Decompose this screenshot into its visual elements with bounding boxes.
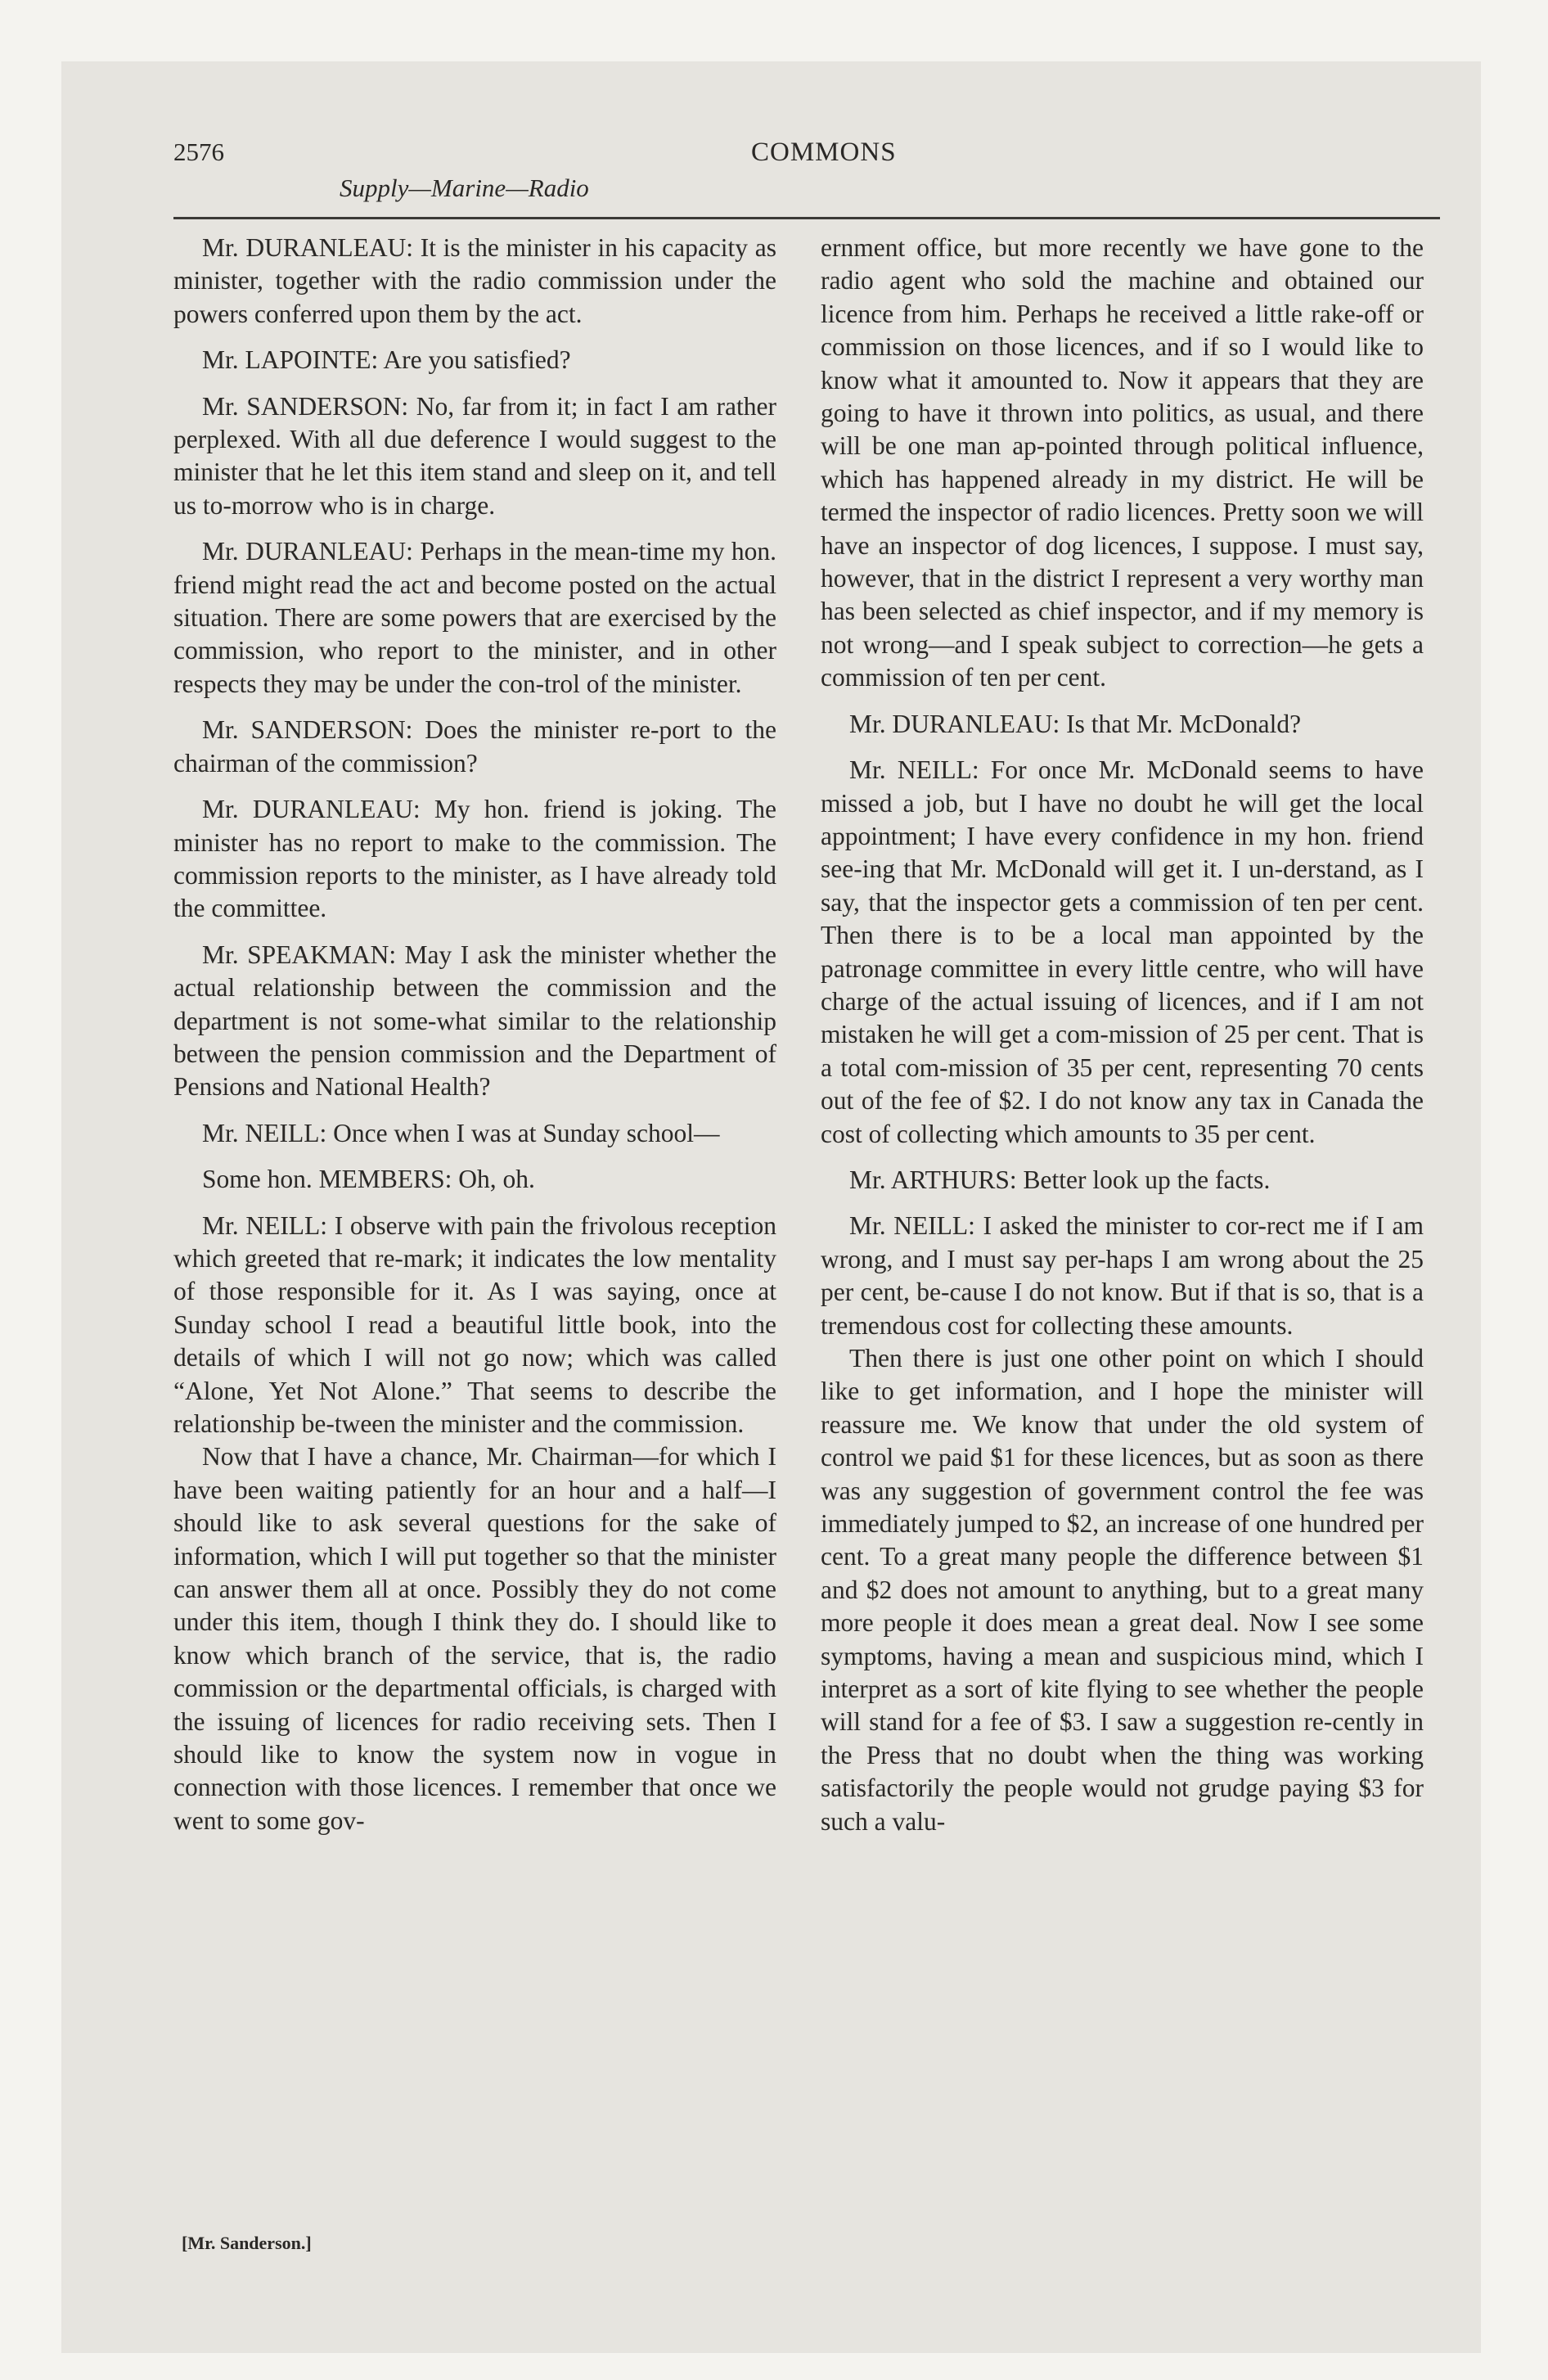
left-column xyxy=(173,232,776,1837)
paragraph: Mr. LAPOINTE: Are you satisfied? xyxy=(202,345,571,375)
paragraph: Mr. SANDERSON: Does the minister re-port to the chairman of the commission? xyxy=(173,715,776,778)
paragraph: Mr. DURANLEAU: Perhaps in the mean-time my hon. friend might read the act and become posted on the actual situation. There are some powers that are exercised by the commission, who report to the minister, and in other respects they may be under the con-trol of the minister. xyxy=(173,537,776,698)
page-number: 2576 xyxy=(173,137,224,166)
paragraph: Mr. DURANLEAU: It is the minister in his capacity as minister, together with the radio commission under the powers conferred upon them by the act. xyxy=(173,233,776,328)
section-subtitle: Supply—Marine—Radio xyxy=(340,174,589,202)
paragraph: Mr. NEILL: I observe with pain the frivolous reception which greeted that re-mark; it indicates the low mentality of those responsible for it. As I was saying, once at Sunday school I read a beautiful little book, into the details of which I will not go now; which was called “Alone, Yet Not Alone.” That seems to describe the relationship be-tween the minister and the commission. xyxy=(173,1210,776,1438)
paragraph: Mr. ARTHURS: Better look up the facts. xyxy=(849,1165,1271,1194)
header-rule xyxy=(173,217,1440,219)
paragraph: Mr. NEILL: Once when I was at Sunday school— xyxy=(202,1118,720,1147)
paragraph: Some hon. MEMBERS: Oh, oh. xyxy=(202,1165,535,1194)
paragraph: Mr. SPEAKMAN: May I ask the minister whether the actual relationship between the commission and the department is not some-what similar to the relationship between the pension commission and the Department of Pensions and National Health? xyxy=(173,940,776,1102)
paragraph: Mr. SANDERSON: No, far from it; in fact I am rather perplexed. With all due deference I would suggest to the minister that he let this item stand and sleep on it, and tell us to-morrow who is in charge. xyxy=(173,391,776,520)
right-column xyxy=(821,232,1424,1838)
paragraph: Mr. DURANLEAU: My hon. friend is joking. The minister has no report to make to the commission. The commission reports to the minister, as I have already told the committee. xyxy=(173,795,776,923)
paragraph: Now that I have a chance, Mr. Chairman—for which I have been waiting patiently for an hour and a half—I should like to ask several questions for the sake of information, which I will put together so that the minister can answer them all at once. Possibly they do not come under this item, though I think they do. I should like to know which branch of the service, that is, the radio commission or the departmental officials, is charged with the issuing of licences for radio receiving sets. Then I should like to know the system now in vogue in connection with those licences. I remember that once we went to some gov- xyxy=(173,1442,776,1835)
paragraph: Mr. DURANLEAU: Is that Mr. McDonald? xyxy=(849,709,1302,738)
running-title: COMMONS xyxy=(751,137,897,167)
paragraph: Then there is just one other point on which I should like to get information, and I hope the minister will reassure me. We know that under the old system of control we paid $1 for these licences, but as soon as there was any suggestion of government control the fee was immediately jumped to $2, an increase of one hundred per cent. To a great many people the difference between $1 and $2 does not amount to anything, but to a great many more people it does mean a great deal. Now I see some symptoms, having a mean and suspicious mind, which I interpret as a sort of kite flying to see whether the people will stand for a fee of $3. I saw a suggestion re-cently in the Press that no doubt when the thing was working satisfactorily the people would not grudge paying $3 for such a valu- xyxy=(821,1344,1424,1836)
paragraph: ernment office, but more recently we have gone to the radio agent who sold the machine and obtained our licence from him. Perhaps he received a little rake-off or commission on those licences, and if so I would like to know what it amounted to. Now it appears that they are going to have it thrown into politics, as usual, and there will be one man ap-pointed through political influence, which has happened already in my district. He will be termed the inspector of radio licences. Pretty soon we will have an inspector of dog licences, I suppose. I must say, however, that in the district I represent a very worthy man has been selected as chief inspector, and if my memory is not wrong—and I speak subject to correction—he gets a commission of ten per cent. xyxy=(821,233,1424,692)
paragraph: Mr. NEILL: I asked the minister to cor-rect me if I am wrong, and I must say per-haps I am wrong about the 25 per cent, be-cause I do not know. But if that is so, that is a tremendous cost for collecting these amounts. xyxy=(821,1211,1424,1340)
speaker-footer: [Mr. Sanderson.] xyxy=(182,2233,312,2253)
paragraph: Mr. NEILL: For once Mr. McDonald seems to have missed a job, but I have no doubt he will get the local appointment; I have every confidence in my hon. friend see-ing that Mr. McDonald will get it. I un-derstand, as I say, that the inspector gets a commission of ten per cent. Then there is to be a local man appointed by the patronage committee in every little centre, who will have charge of the actual issuing of licences, and if I am not mistaken he will get a com-mission of 25 per cent. That is a total com-mission of 35 per cent, representing 70 cents out of the fee of $2. I do not know any tax in Canada the cost of collecting which amounts to 35 per cent. xyxy=(821,755,1424,1148)
